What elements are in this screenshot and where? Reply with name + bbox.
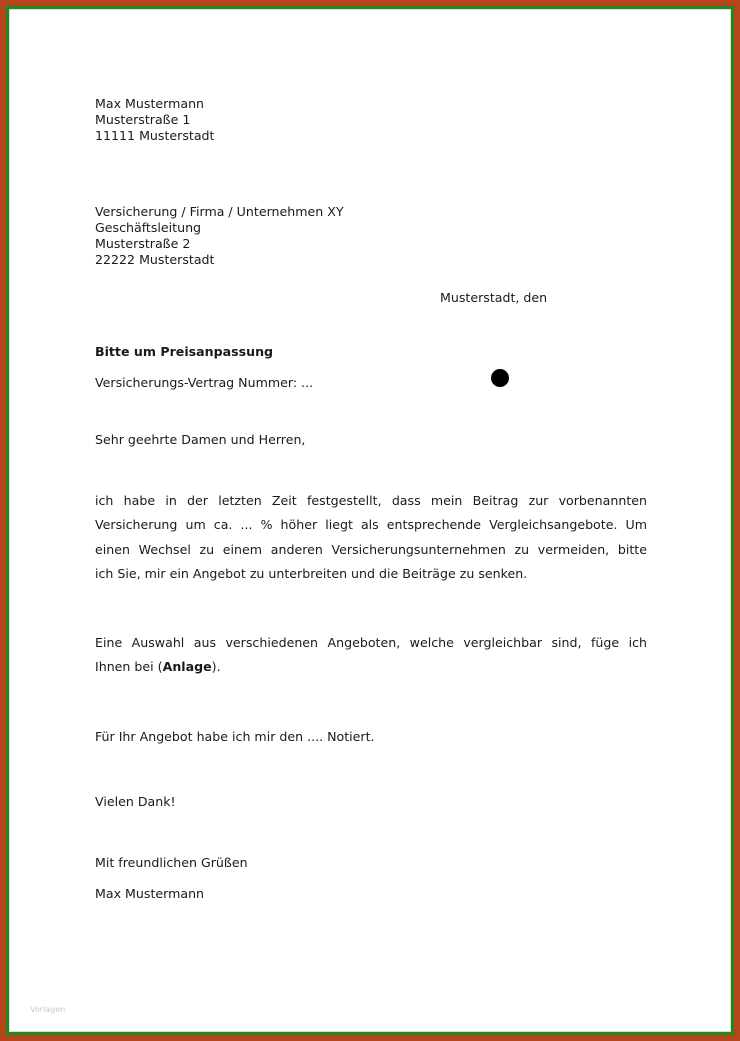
paragraph-offer-deadline: Für Ihr Angebot habe ich mir den .... Notiert. <box>95 729 375 744</box>
sender-street: Musterstraße 1 <box>95 112 191 127</box>
recipient-street: Musterstraße 2 <box>95 236 191 251</box>
recipient-city: 22222 Musterstadt <box>95 252 215 267</box>
letter-page <box>9 9 731 1032</box>
paragraph2-text-after: ). <box>211 659 221 675</box>
salutation: Sehr geehrte Damen und Herren, <box>95 432 306 447</box>
paragraph2-text-before: Ihnen bei ( <box>95 659 163 675</box>
hole-punch-mark <box>491 369 509 387</box>
paragraph1-line: ich habe in der letzten Zeit festgestellt, dass mein Beitrag zur vorbenannten <box>95 493 647 508</box>
recipient-address <box>95 204 344 268</box>
contract-number-line: Versicherungs-Vertrag Nummer: ... <box>95 375 314 390</box>
subject-line: Bitte um Preisanpassung <box>95 344 274 359</box>
paragraph2-line <box>95 655 647 679</box>
attachment-label: Anlage <box>162 659 212 675</box>
thanks-line: Vielen Dank! <box>95 794 176 809</box>
paragraph1-line: ich Sie, mir ein Angebot zu unterbreiten und die Beiträge zu senken. <box>95 565 528 581</box>
signature-name: Max Mustermann <box>95 886 205 901</box>
closing-greeting: Mit freundlichen Grüßen <box>95 855 248 870</box>
paragraph1-line: einen Wechsel zu einem anderen Versicherungsunternehmen zu vermeiden, bitte <box>95 541 647 557</box>
date-line: Musterstadt, den <box>440 290 548 305</box>
sender-name: Max Mustermann <box>95 96 205 111</box>
paragraph2-line: Eine Auswahl aus verschiedenen Angeboten, welche vergleichbar sind, füge ich <box>95 635 647 650</box>
recipient-department: Geschäftsleitung <box>95 220 202 235</box>
paragraph1-line: Versicherung um ca. ... % höher liegt als entsprechende Vergleichsangebote. Um <box>95 517 647 533</box>
sender-address <box>95 96 215 144</box>
paragraph-price-comparison <box>95 489 647 586</box>
watermark-text: Vorlagen <box>30 1005 66 1014</box>
sender-city: 11111 Musterstadt <box>95 128 215 143</box>
recipient-company: Versicherung / Firma / Unternehmen XY <box>95 204 344 219</box>
paragraph-offers-attachment <box>95 631 647 680</box>
